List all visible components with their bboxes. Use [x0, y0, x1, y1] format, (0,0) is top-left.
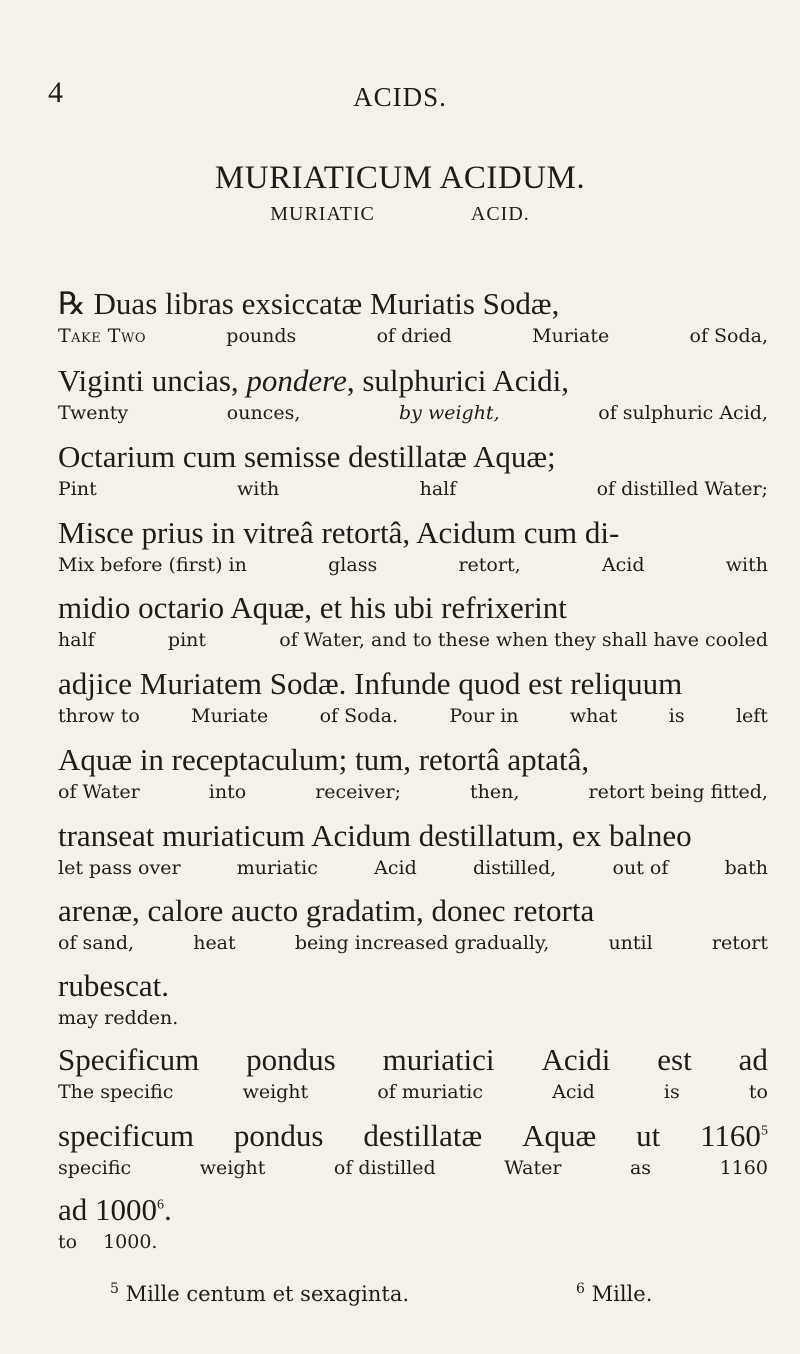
latin-text: transeat muriaticum Acidum destillatum, ex balneo: [58, 818, 692, 853]
latin-line: [58, 363, 768, 399]
english-word: Take Two: [58, 325, 146, 347]
latin-fragment: , sulphurici Acidi,: [346, 363, 570, 398]
english-word: of sulphuric Acid,: [598, 402, 768, 424]
english-word: of muriatic: [377, 1081, 483, 1103]
text-line-pair: [58, 515, 768, 577]
footnote-text: Mille.: [591, 1282, 653, 1306]
english-line: [58, 704, 768, 728]
latin-text: midio octario Aquæ, et his ubi refrixerint: [58, 590, 567, 625]
english-word: out of: [612, 857, 669, 879]
english-word: of distilled Water;: [596, 478, 768, 500]
english-line: [58, 324, 768, 348]
latin-line: [58, 590, 768, 626]
text-line-pair: [58, 439, 768, 501]
latin-text: adjice Muriatem Sodæ. Infunde quod est reliquum: [58, 666, 683, 701]
english-line: [58, 1006, 768, 1030]
latin-line: [58, 1192, 768, 1228]
english-line: [58, 477, 768, 501]
text-line-pair: [58, 363, 768, 425]
english-word: Twenty: [58, 402, 129, 424]
english-word: Muriate: [191, 705, 269, 727]
english-line: [58, 856, 768, 880]
english-word: into: [208, 781, 247, 803]
latin-text: [58, 363, 569, 399]
english-line: [58, 628, 768, 652]
latin-word: [700, 1118, 768, 1154]
english-word: bath: [724, 857, 768, 879]
english-word: distilled,: [472, 857, 557, 879]
english-word: let pass over: [58, 857, 181, 879]
english-word: then,: [470, 781, 520, 803]
footnote-marker: 6: [157, 1197, 165, 1213]
text-line-pair: [58, 818, 768, 880]
english-word: throw to: [58, 705, 140, 727]
latin-word: Acidi: [541, 1042, 611, 1077]
english-word: to: [58, 1231, 78, 1253]
latin-word: muriatici: [382, 1042, 495, 1077]
english-word: pint: [167, 629, 207, 651]
english-word: being increased gradually,: [294, 932, 550, 954]
text-line-pair: [58, 1118, 768, 1180]
english-word: specific: [58, 1157, 132, 1179]
latin-fragment: ad 1000: [58, 1192, 158, 1227]
english-line: [58, 1156, 768, 1180]
latin-line: [58, 439, 768, 475]
footnote-mark: 5: [110, 1281, 119, 1297]
page-number: 4: [48, 76, 63, 109]
english-word: as: [629, 1157, 652, 1179]
latin-text: arenæ, calore aucto gradatim, donec retorta: [58, 893, 595, 928]
english-word: retort being fitted,: [588, 781, 768, 803]
running-head: ACIDS.: [353, 82, 447, 112]
latin-text: Misce prius in vitreâ retortâ, Acidum cum di-: [58, 515, 620, 550]
english-word: with: [725, 554, 768, 576]
footnote-text: Mille centum et sexaginta.: [125, 1282, 410, 1306]
english-line: [58, 401, 768, 425]
text-line-pair: [58, 893, 768, 955]
english-word: weight: [242, 1081, 309, 1103]
latin-text: Octarium cum semisse destillatæ Aquæ;: [58, 439, 556, 474]
page-subtitle: [0, 203, 800, 226]
english-word: muriatic: [236, 857, 318, 879]
footnote-mark: 6: [576, 1281, 585, 1297]
latin-word: Specificum: [58, 1042, 200, 1077]
english-word: 1000.: [103, 1231, 158, 1253]
english-word: receiver;: [315, 781, 401, 803]
english-word: Muriate: [532, 325, 610, 347]
footnote: [110, 1282, 409, 1306]
latin-fragment-italic: pondere: [246, 363, 347, 398]
english-word: heat: [193, 932, 236, 954]
text-line-pair: [58, 286, 768, 348]
english-word: retort,: [458, 554, 521, 576]
english-word: of Water, and to these when they shall have cooled: [279, 629, 768, 651]
latin-line: [58, 742, 768, 778]
latin-word: Aquæ: [522, 1118, 597, 1153]
english-word: Acid: [374, 857, 417, 879]
english-word: of Soda.: [319, 705, 399, 727]
text-line-pair: [58, 968, 768, 1030]
english-word: glass: [328, 554, 378, 576]
english-word: to: [748, 1081, 768, 1103]
latin-text: Aquæ in receptaculum; tum, retortâ aptatâ,: [58, 742, 590, 777]
latin-text: rubescat.: [58, 968, 170, 1003]
latin-word: specificum: [58, 1118, 195, 1153]
english-word: The specific: [58, 1081, 174, 1103]
english-word: half: [419, 478, 457, 500]
latin-number: 1160: [700, 1118, 761, 1153]
latin-line: [58, 286, 768, 322]
english-word: is: [663, 1081, 680, 1103]
english-word: may redden.: [58, 1007, 179, 1029]
english-word: 1160: [719, 1157, 768, 1179]
english-word: of Soda,: [689, 325, 768, 347]
english-word: Acid: [601, 554, 645, 576]
latin-word: ut: [636, 1118, 661, 1153]
english-line: [58, 553, 768, 577]
latin-word: pondus: [246, 1042, 336, 1077]
latin-line: [58, 1118, 768, 1154]
english-word: Mix before (first) in: [58, 554, 247, 576]
latin-fragment: Viginti uncias,: [58, 363, 247, 398]
english-line: [58, 780, 768, 804]
latin-text: ad 1000$^6$.: [58, 1192, 172, 1227]
latin-word: ad: [738, 1042, 768, 1077]
english-word: weight: [199, 1157, 266, 1179]
text-line-pair: [58, 1192, 768, 1254]
english-word: left: [735, 705, 768, 727]
latin-line: [58, 1042, 768, 1078]
text-line-pair: [58, 742, 768, 804]
latin-line: [58, 968, 768, 1004]
english-line: [58, 1080, 768, 1104]
latin-line: [58, 515, 768, 551]
latin-line: [58, 818, 768, 854]
english-word: with: [237, 478, 280, 500]
latin-word: destillatæ: [363, 1118, 483, 1153]
english-line: [58, 931, 768, 955]
english-word: Pour in: [449, 705, 519, 727]
text-line-pair: [58, 666, 768, 728]
subtitle-word: MURIATIC: [270, 203, 375, 225]
english-word: of distilled: [333, 1157, 436, 1179]
text-line-pair: [58, 590, 768, 652]
english-word: ounces,: [226, 402, 301, 424]
english-word: what: [569, 705, 618, 727]
text-line-pair: [58, 1042, 768, 1104]
english-word: of sand,: [58, 932, 135, 954]
english-word: until: [608, 932, 653, 954]
page-title: MURIATICUM ACIDUM.: [214, 160, 586, 196]
english-word: pounds: [226, 325, 297, 347]
latin-line: [58, 666, 768, 702]
english-word: Pint: [58, 478, 97, 500]
latin-word: est: [657, 1042, 692, 1077]
latin-word: pondus: [233, 1118, 324, 1153]
english-word: Acid: [552, 1081, 595, 1103]
english-line: [58, 1230, 768, 1254]
english-word: retort: [711, 932, 768, 954]
english-word: of dried: [376, 325, 452, 347]
latin-text: ℞ Duas libras exsiccatæ Muriatis Sodæ,: [58, 286, 560, 321]
latin-line: [58, 893, 768, 929]
english-word: of Water: [58, 781, 140, 803]
subtitle-word: ACID.: [470, 203, 530, 225]
english-word: by weight,: [399, 402, 500, 424]
english-word: is: [668, 705, 685, 727]
english-word: Water: [504, 1157, 562, 1179]
footnote-marker: 5: [760, 1123, 768, 1139]
english-word: half: [58, 629, 95, 651]
footnote: [576, 1282, 652, 1306]
